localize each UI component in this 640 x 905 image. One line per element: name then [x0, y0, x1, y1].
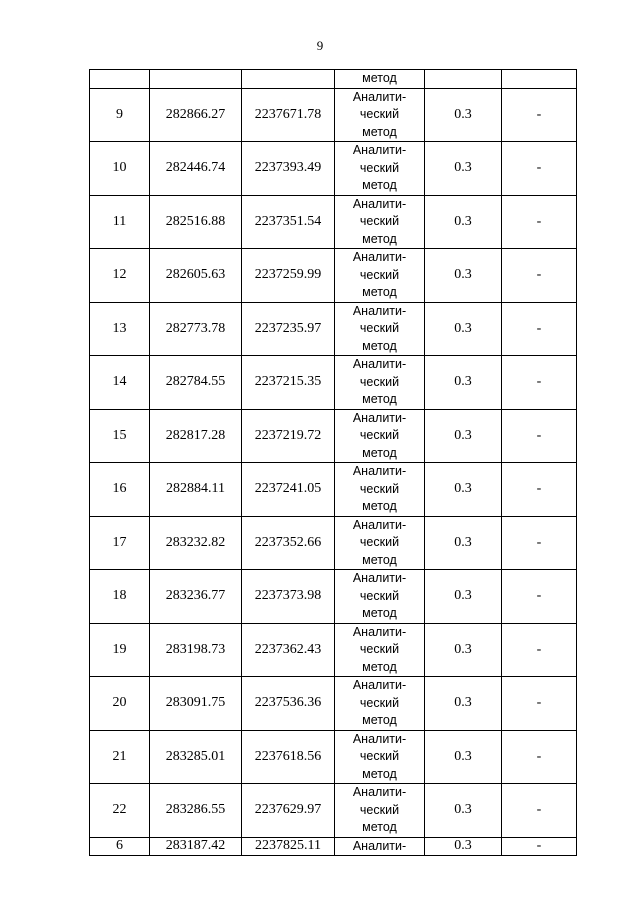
- cell-note: [502, 70, 577, 89]
- cell-x: 283232.82: [150, 516, 242, 570]
- method-line: метод: [362, 606, 397, 620]
- cell-y: 2237219.72: [242, 409, 335, 463]
- cell-method: [335, 249, 425, 303]
- coordinates-table: [89, 69, 577, 856]
- method-line: метод: [362, 713, 397, 727]
- cell-y: 2237393.49: [242, 142, 335, 196]
- cell-method: [335, 784, 425, 838]
- method-line: ческий: [359, 428, 400, 442]
- cell-num: 12: [90, 249, 150, 303]
- cell-method: [335, 195, 425, 249]
- table-row: [90, 570, 577, 624]
- table-row: [90, 516, 577, 570]
- cell-note: -: [502, 409, 577, 463]
- cell-accuracy: 0.3: [425, 409, 502, 463]
- cell-note: -: [502, 516, 577, 570]
- method-line: метод: [362, 552, 397, 567]
- cell-method: [335, 142, 425, 196]
- cell-note: -: [502, 784, 577, 838]
- cell-note: -: [502, 570, 577, 624]
- cell-x: 282446.74: [150, 142, 242, 196]
- table-row: [90, 356, 577, 410]
- method-line: Аналити-: [352, 464, 407, 478]
- cell-x: 283236.77: [150, 570, 242, 624]
- table-row: [90, 88, 577, 142]
- cell-method: [335, 463, 425, 517]
- cell-x: 283286.55: [150, 784, 242, 838]
- cell-y: 2237352.66: [242, 516, 335, 570]
- cell-num: 20: [90, 677, 150, 731]
- cell-y: 2237618.56: [242, 730, 335, 784]
- method-line: метод: [362, 178, 397, 192]
- cell-y: 2237671.78: [242, 88, 335, 142]
- method-line: Аналити-: [352, 678, 407, 692]
- method-line: Аналити-: [352, 410, 407, 425]
- cell-y: 2237351.54: [242, 195, 335, 249]
- table-row: [90, 784, 577, 838]
- method-line: ческий: [359, 321, 400, 335]
- cell-num: 16: [90, 463, 150, 517]
- cell-method: [335, 623, 425, 677]
- cell-method: [335, 677, 425, 731]
- cell-x: [150, 70, 242, 89]
- table-row: [90, 302, 577, 356]
- cell-accuracy: 0.3: [425, 88, 502, 142]
- cell-num: 18: [90, 570, 150, 624]
- cell-x: 282817.28: [150, 409, 242, 463]
- method-line: ческий: [359, 107, 400, 121]
- method-line: ческий: [359, 374, 400, 389]
- method-line: метод: [362, 445, 397, 460]
- cell-x: 282784.55: [150, 356, 242, 410]
- cell-method: [335, 409, 425, 463]
- cell-num: [90, 70, 150, 89]
- cell-note: -: [502, 463, 577, 517]
- cell-x: 282773.78: [150, 302, 242, 356]
- method-line: Аналити-: [352, 517, 407, 532]
- method-line: Аналити-: [352, 624, 407, 639]
- cell-num: 19: [90, 623, 150, 677]
- method-line: ческий: [359, 695, 400, 710]
- cell-note: -: [502, 623, 577, 677]
- cell-num: 22: [90, 784, 150, 838]
- cell-accuracy: 0.3: [425, 784, 502, 838]
- method-line: метод: [362, 285, 397, 299]
- cell-note: -: [502, 249, 577, 303]
- cell-num: 17: [90, 516, 150, 570]
- cell-y: [242, 70, 335, 89]
- method-line: метод: [362, 820, 397, 834]
- cell-note: -: [502, 88, 577, 142]
- cell-note: -: [502, 142, 577, 196]
- method-line: метод: [362, 231, 397, 246]
- cell-accuracy: 0.3: [425, 570, 502, 624]
- cell-accuracy: 0.3: [425, 837, 502, 856]
- cell-x: 282884.11: [150, 463, 242, 517]
- cell-num: 9: [90, 88, 150, 142]
- method-line: Аналити-: [352, 303, 407, 318]
- cell-y: 2237235.97: [242, 302, 335, 356]
- cell-num: 6: [90, 837, 150, 856]
- cell-num: 15: [90, 409, 150, 463]
- table-row: [90, 142, 577, 196]
- method-line: ческий: [359, 267, 400, 282]
- cell-note: -: [502, 730, 577, 784]
- cell-y: 2237373.98: [242, 570, 335, 624]
- cell-note: -: [502, 837, 577, 856]
- cell-method: [335, 356, 425, 410]
- table-row: [90, 249, 577, 303]
- cell-y: 2237362.43: [242, 623, 335, 677]
- table-row-partial: [90, 837, 577, 856]
- cell-num: 13: [90, 302, 150, 356]
- cell-y: 2237825.11: [242, 837, 335, 856]
- cell-y: 2237241.05: [242, 463, 335, 517]
- method-line: Аналити-: [352, 731, 407, 746]
- cell-note: -: [502, 302, 577, 356]
- cell-y: 2237215.35: [242, 356, 335, 410]
- table-row-continuation: [90, 70, 577, 89]
- table-row: [90, 409, 577, 463]
- method-line: ческий: [359, 642, 400, 656]
- method-line: метод: [362, 124, 397, 139]
- cell-accuracy: 0.3: [425, 356, 502, 410]
- cell-accuracy: 0.3: [425, 195, 502, 249]
- cell-x: 283198.73: [150, 623, 242, 677]
- method-line: Аналити-: [352, 571, 407, 585]
- cell-note: -: [502, 195, 577, 249]
- cell-y: 2237259.99: [242, 249, 335, 303]
- cell-num: 21: [90, 730, 150, 784]
- method-line: ческий: [359, 160, 400, 175]
- cell-y: 2237536.36: [242, 677, 335, 731]
- cell-method: [335, 88, 425, 142]
- cell-accuracy: 0.3: [425, 516, 502, 570]
- cell-x: 283091.75: [150, 677, 242, 731]
- cell-accuracy: 0.3: [425, 302, 502, 356]
- cell-num: 10: [90, 142, 150, 196]
- table-row: [90, 677, 577, 731]
- cell-x: 282516.88: [150, 195, 242, 249]
- cell-note: -: [502, 356, 577, 410]
- cell-accuracy: 0.3: [425, 677, 502, 731]
- cell-accuracy: 0.3: [425, 463, 502, 517]
- method-line: Аналити-: [352, 143, 407, 157]
- table-row: [90, 623, 577, 677]
- method-line: метод: [362, 766, 397, 781]
- cell-num: 14: [90, 356, 150, 410]
- cell-method: [335, 730, 425, 784]
- cell-accuracy: 0.3: [425, 730, 502, 784]
- table-row: [90, 195, 577, 249]
- method-line: метод: [362, 392, 397, 406]
- method-line: Аналити-: [352, 785, 407, 799]
- cell-accuracy: 0.3: [425, 249, 502, 303]
- method-line: ческий: [359, 588, 400, 603]
- page-number: 9: [316, 38, 324, 53]
- cell-y: 2237629.97: [242, 784, 335, 838]
- method-line: метод: [362, 499, 397, 513]
- method-line: Аналити-: [352, 357, 407, 371]
- method-line: ческий: [359, 481, 400, 496]
- method-line: Аналити-: [352, 196, 407, 211]
- table-row: [90, 730, 577, 784]
- method-line: ческий: [359, 214, 400, 228]
- method-line: Аналити-: [352, 250, 407, 264]
- cell-method: метод: [335, 70, 425, 89]
- cell-x: 282866.27: [150, 88, 242, 142]
- cell-x: 283285.01: [150, 730, 242, 784]
- cell-note: -: [502, 677, 577, 731]
- cell-method: Аналити-: [335, 837, 425, 856]
- cell-method: [335, 516, 425, 570]
- cell-accuracy: 0.3: [425, 623, 502, 677]
- method-line: ческий: [359, 535, 400, 549]
- method-line: ческий: [359, 802, 400, 817]
- method-line: Аналити-: [352, 89, 407, 104]
- method-line: метод: [362, 338, 397, 353]
- cell-accuracy: [425, 70, 502, 89]
- cell-x: 283187.42: [150, 837, 242, 856]
- cell-num: 11: [90, 195, 150, 249]
- cell-method: [335, 302, 425, 356]
- cell-x: 282605.63: [150, 249, 242, 303]
- cell-method: [335, 570, 425, 624]
- method-line: метод: [362, 659, 397, 674]
- cell-accuracy: 0.3: [425, 142, 502, 196]
- table-row: [90, 463, 577, 517]
- method-line: ческий: [359, 749, 400, 763]
